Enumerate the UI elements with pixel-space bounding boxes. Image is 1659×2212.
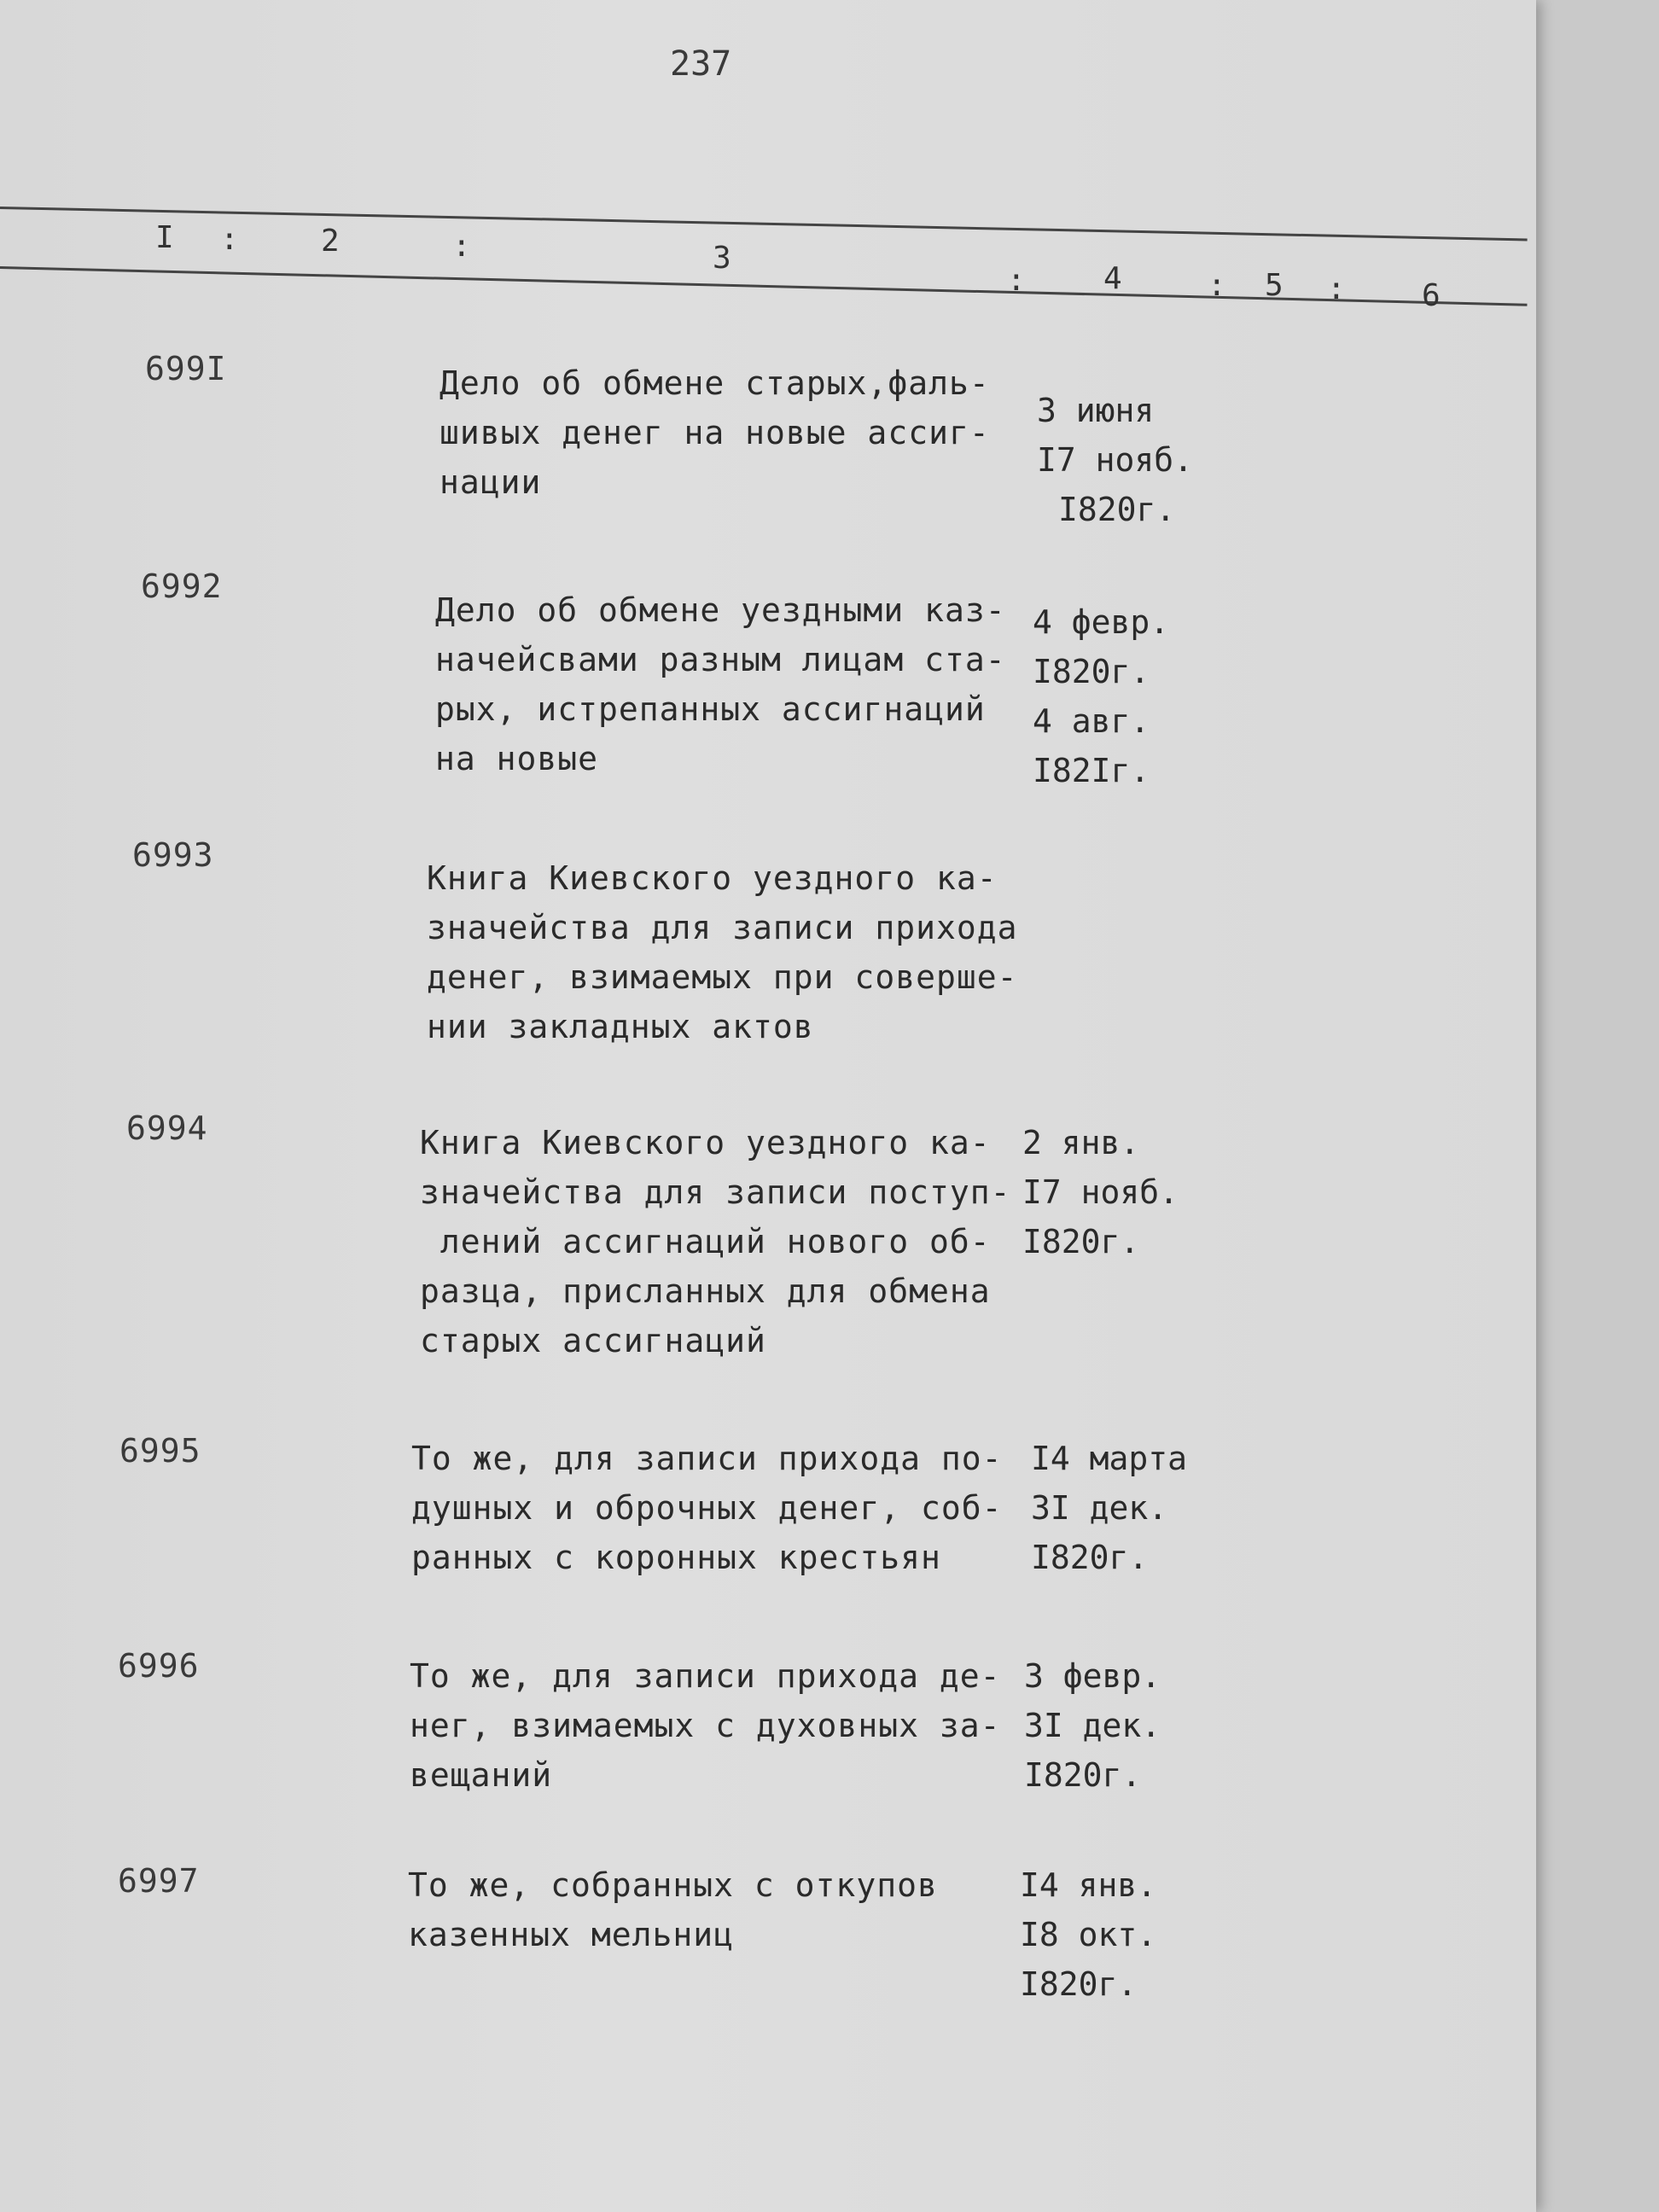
column-separator: : (220, 222, 239, 257)
entry-title: То же, для записи прихода де- нег, взимаемых с духовных за- вещаний (410, 1657, 1001, 1794)
column-separator: : (1208, 268, 1226, 303)
column-separator: : (452, 229, 471, 264)
entry-title: То же, для записи прихода по- душных и оброчных денег, соб- ранных с коронных крестьян (411, 1440, 1003, 1576)
entry-number: 6992 (141, 568, 223, 605)
entry-dates: I4 янв. I8 окт. I820г. (1020, 1866, 1157, 2003)
entry-number: 6996 (118, 1647, 200, 1685)
column-header-4: 4 (1103, 261, 1122, 296)
column-separator: : (1007, 263, 1026, 298)
entry-title: Книга Киевского уездного ка- значейства для записи поступ- лений ассигнаций нового об- разца, присланных для обмена старых ассигнаций (420, 1124, 1011, 1359)
header-rule-bottom (0, 266, 1528, 306)
entry-title: Дело об обмене старых,фаль- шивых денег на новые ассиг- нации (439, 364, 990, 501)
entry-dates: 3 февр. 3I дек. I820г. (1024, 1657, 1161, 1794)
page-number: 237 (670, 44, 732, 84)
entry-title: Дело об обмене уездными каз- начейсвами разным лицам ста- рых, истрепанных ассигнаций на новые (435, 591, 1006, 777)
entry-dates: I4 марта 3I дек. I820г. (1031, 1440, 1188, 1576)
column-separator: : (1327, 271, 1346, 306)
entry-dates: 4 февр. I820г. 4 авг. I82Iг. (1033, 603, 1170, 789)
entry-dates: 2 янв. I7 нояб. I820г. (1022, 1124, 1179, 1260)
entry-number: 6995 (119, 1432, 201, 1470)
entry-dates: 3 июня I7 нояб. I820г. (1037, 392, 1194, 528)
column-header-2: 2 (321, 224, 340, 259)
entry-title: То же, собранных с откупов казенных мельниц (408, 1866, 938, 1953)
entry-number: 6993 (132, 836, 214, 874)
entry-number: 6997 (118, 1862, 200, 1900)
entry-number: 6994 (126, 1109, 208, 1147)
entry-title: Книга Киевского уездного ка- значейства для записи прихода денег, взимаемых при соверше- нии закладных актов (427, 859, 1018, 1045)
column-header-5: 5 (1265, 268, 1284, 303)
column-header-6: 6 (1422, 278, 1441, 313)
entry-number: 699I (145, 350, 227, 387)
column-header-3: 3 (713, 241, 731, 276)
column-header-1: I (155, 220, 174, 255)
